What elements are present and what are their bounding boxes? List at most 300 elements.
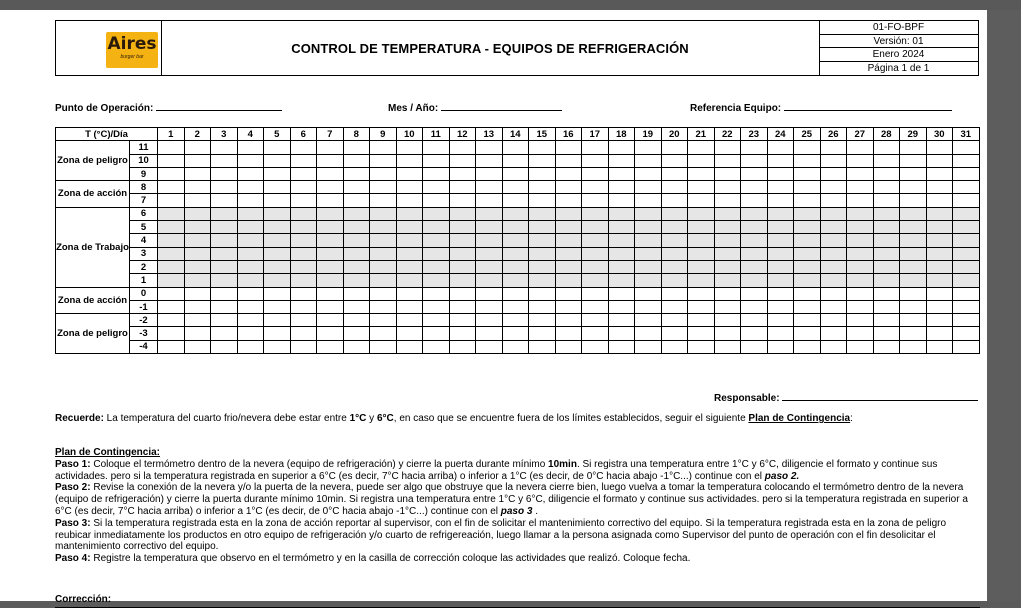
grid-cell[interactable] xyxy=(343,327,370,340)
grid-cell[interactable] xyxy=(237,300,264,313)
grid-cell[interactable] xyxy=(794,300,821,313)
grid-cell[interactable] xyxy=(343,340,370,353)
grid-cell[interactable] xyxy=(423,247,450,260)
grid-cell[interactable] xyxy=(767,181,794,194)
grid-cell[interactable] xyxy=(900,327,927,340)
grid-cell[interactable] xyxy=(582,141,609,154)
grid-cell[interactable] xyxy=(396,221,423,234)
grid-cell[interactable] xyxy=(184,141,211,154)
grid-cell[interactable] xyxy=(529,141,556,154)
grid-cell[interactable] xyxy=(158,181,185,194)
grid-cell[interactable] xyxy=(449,314,476,327)
grid-cell[interactable] xyxy=(688,221,715,234)
grid-cell[interactable] xyxy=(900,194,927,207)
grid-cell[interactable] xyxy=(820,300,847,313)
grid-cell[interactable] xyxy=(211,194,238,207)
grid-cell[interactable] xyxy=(211,287,238,300)
grid-cell[interactable] xyxy=(370,314,397,327)
grid-cell[interactable] xyxy=(926,300,953,313)
grid-cell[interactable] xyxy=(873,327,900,340)
grid-cell[interactable] xyxy=(688,327,715,340)
grid-cell[interactable] xyxy=(158,247,185,260)
grid-cell[interactable] xyxy=(449,260,476,273)
grid-cell[interactable] xyxy=(741,327,768,340)
grid-cell[interactable] xyxy=(211,274,238,287)
grid-cell[interactable] xyxy=(317,194,344,207)
grid-cell[interactable] xyxy=(820,314,847,327)
grid-cell[interactable] xyxy=(476,207,503,220)
grid-cell[interactable] xyxy=(396,194,423,207)
grid-cell[interactable] xyxy=(767,167,794,180)
grid-cell[interactable] xyxy=(158,141,185,154)
grid-cell[interactable] xyxy=(953,287,980,300)
grid-cell[interactable] xyxy=(608,260,635,273)
grid-cell[interactable] xyxy=(211,300,238,313)
grid-cell[interactable] xyxy=(741,260,768,273)
grid-cell[interactable] xyxy=(529,340,556,353)
grid-cell[interactable] xyxy=(317,327,344,340)
grid-cell[interactable] xyxy=(211,340,238,353)
grid-cell[interactable] xyxy=(211,260,238,273)
grid-cell[interactable] xyxy=(529,234,556,247)
grid-cell[interactable] xyxy=(449,167,476,180)
grid-cell[interactable] xyxy=(449,207,476,220)
grid-cell[interactable] xyxy=(714,167,741,180)
grid-cell[interactable] xyxy=(820,247,847,260)
grid-cell[interactable] xyxy=(396,247,423,260)
grid-cell[interactable] xyxy=(582,154,609,167)
grid-cell[interactable] xyxy=(900,247,927,260)
grid-cell[interactable] xyxy=(714,300,741,313)
grid-cell[interactable] xyxy=(317,340,344,353)
grid-cell[interactable] xyxy=(317,234,344,247)
grid-cell[interactable] xyxy=(476,194,503,207)
grid-cell[interactable] xyxy=(926,221,953,234)
grid-cell[interactable] xyxy=(555,300,582,313)
grid-cell[interactable] xyxy=(555,181,582,194)
grid-cell[interactable] xyxy=(449,194,476,207)
grid-cell[interactable] xyxy=(688,234,715,247)
grid-cell[interactable] xyxy=(158,340,185,353)
grid-cell[interactable] xyxy=(264,194,291,207)
grid-cell[interactable] xyxy=(608,340,635,353)
grid-cell[interactable] xyxy=(290,221,317,234)
grid-cell[interactable] xyxy=(158,194,185,207)
grid-cell[interactable] xyxy=(423,260,450,273)
grid-cell[interactable] xyxy=(873,340,900,353)
grid-cell[interactable] xyxy=(900,300,927,313)
grid-cell[interactable] xyxy=(820,274,847,287)
grid-cell[interactable] xyxy=(953,274,980,287)
grid-cell[interactable] xyxy=(661,274,688,287)
grid-cell[interactable] xyxy=(926,340,953,353)
grid-cell[interactable] xyxy=(370,274,397,287)
grid-cell[interactable] xyxy=(290,167,317,180)
grid-cell[interactable] xyxy=(688,181,715,194)
grid-cell[interactable] xyxy=(502,221,529,234)
grid-cell[interactable] xyxy=(873,287,900,300)
grid-cell[interactable] xyxy=(290,141,317,154)
grid-cell[interactable] xyxy=(635,167,662,180)
grid-cell[interactable] xyxy=(794,274,821,287)
grid-cell[interactable] xyxy=(900,314,927,327)
grid-cell[interactable] xyxy=(423,234,450,247)
grid-cell[interactable] xyxy=(873,141,900,154)
grid-cell[interactable] xyxy=(582,314,609,327)
grid-cell[interactable] xyxy=(661,221,688,234)
grid-cell[interactable] xyxy=(264,260,291,273)
grid-cell[interactable] xyxy=(423,154,450,167)
grid-cell[interactable] xyxy=(741,287,768,300)
grid-cell[interactable] xyxy=(847,221,874,234)
grid-cell[interactable] xyxy=(608,181,635,194)
grid-cell[interactable] xyxy=(529,194,556,207)
grid-cell[interactable] xyxy=(741,340,768,353)
grid-cell[interactable] xyxy=(423,207,450,220)
grid-cell[interactable] xyxy=(873,274,900,287)
grid-cell[interactable] xyxy=(688,287,715,300)
grid-cell[interactable] xyxy=(688,141,715,154)
grid-cell[interactable] xyxy=(343,247,370,260)
grid-cell[interactable] xyxy=(423,194,450,207)
grid-cell[interactable] xyxy=(661,287,688,300)
grid-cell[interactable] xyxy=(714,340,741,353)
grid-cell[interactable] xyxy=(555,234,582,247)
grid-cell[interactable] xyxy=(396,181,423,194)
grid-cell[interactable] xyxy=(184,287,211,300)
grid-cell[interactable] xyxy=(423,340,450,353)
grid-cell[interactable] xyxy=(608,300,635,313)
grid-cell[interactable] xyxy=(714,260,741,273)
grid-cell[interactable] xyxy=(820,141,847,154)
grid-cell[interactable] xyxy=(582,274,609,287)
grid-cell[interactable] xyxy=(237,181,264,194)
grid-cell[interactable] xyxy=(635,327,662,340)
grid-cell[interactable] xyxy=(794,207,821,220)
grid-cell[interactable] xyxy=(317,141,344,154)
grid-cell[interactable] xyxy=(714,154,741,167)
grid-cell[interactable] xyxy=(555,194,582,207)
grid-cell[interactable] xyxy=(688,274,715,287)
grid-cell[interactable] xyxy=(688,167,715,180)
viewer-scroll-area[interactable] xyxy=(987,10,1021,601)
grid-cell[interactable] xyxy=(847,234,874,247)
grid-cell[interactable] xyxy=(741,274,768,287)
grid-cell[interactable] xyxy=(529,260,556,273)
grid-cell[interactable] xyxy=(396,300,423,313)
grid-cell[interactable] xyxy=(635,194,662,207)
grid-cell[interactable] xyxy=(290,234,317,247)
grid-cell[interactable] xyxy=(794,194,821,207)
grid-cell[interactable] xyxy=(529,300,556,313)
grid-cell[interactable] xyxy=(847,274,874,287)
grid-cell[interactable] xyxy=(661,247,688,260)
grid-cell[interactable] xyxy=(396,141,423,154)
grid-cell[interactable] xyxy=(476,154,503,167)
grid-cell[interactable] xyxy=(396,274,423,287)
grid-cell[interactable] xyxy=(661,141,688,154)
grid-cell[interactable] xyxy=(290,154,317,167)
grid-cell[interactable] xyxy=(396,234,423,247)
grid-cell[interactable] xyxy=(926,274,953,287)
grid-cell[interactable] xyxy=(396,287,423,300)
grid-cell[interactable] xyxy=(847,207,874,220)
grid-cell[interactable] xyxy=(343,234,370,247)
grid-cell[interactable] xyxy=(264,300,291,313)
grid-cell[interactable] xyxy=(741,181,768,194)
grid-cell[interactable] xyxy=(317,154,344,167)
grid-cell[interactable] xyxy=(847,141,874,154)
grid-cell[interactable] xyxy=(688,154,715,167)
grid-cell[interactable] xyxy=(158,167,185,180)
grid-cell[interactable] xyxy=(449,154,476,167)
grid-cell[interactable] xyxy=(396,167,423,180)
grid-cell[interactable] xyxy=(794,314,821,327)
grid-cell[interactable] xyxy=(264,327,291,340)
grid-cell[interactable] xyxy=(211,141,238,154)
grid-cell[interactable] xyxy=(767,194,794,207)
grid-cell[interactable] xyxy=(555,340,582,353)
grid-cell[interactable] xyxy=(714,141,741,154)
grid-cell[interactable] xyxy=(900,340,927,353)
grid-cell[interactable] xyxy=(476,340,503,353)
grid-cell[interactable] xyxy=(794,247,821,260)
grid-cell[interactable] xyxy=(582,194,609,207)
grid-cell[interactable] xyxy=(343,207,370,220)
grid-cell[interactable] xyxy=(370,207,397,220)
grid-cell[interactable] xyxy=(290,314,317,327)
grid-cell[interactable] xyxy=(847,167,874,180)
grid-cell[interactable] xyxy=(608,234,635,247)
grid-cell[interactable] xyxy=(370,327,397,340)
grid-cell[interactable] xyxy=(582,234,609,247)
grid-cell[interactable] xyxy=(396,340,423,353)
grid-cell[interactable] xyxy=(714,327,741,340)
grid-cell[interactable] xyxy=(926,260,953,273)
grid-cell[interactable] xyxy=(847,260,874,273)
grid-cell[interactable] xyxy=(767,221,794,234)
grid-cell[interactable] xyxy=(290,194,317,207)
grid-cell[interactable] xyxy=(767,154,794,167)
grid-cell[interactable] xyxy=(661,194,688,207)
grid-cell[interactable] xyxy=(767,274,794,287)
grid-cell[interactable] xyxy=(926,167,953,180)
grid-cell[interactable] xyxy=(847,154,874,167)
grid-cell[interactable] xyxy=(926,247,953,260)
grid-cell[interactable] xyxy=(741,221,768,234)
grid-cell[interactable] xyxy=(926,207,953,220)
grid-cell[interactable] xyxy=(476,141,503,154)
grid-cell[interactable] xyxy=(184,274,211,287)
grid-cell[interactable] xyxy=(767,300,794,313)
grid-cell[interactable] xyxy=(953,314,980,327)
grid-cell[interactable] xyxy=(608,314,635,327)
grid-cell[interactable] xyxy=(396,260,423,273)
grid-cell[interactable] xyxy=(714,181,741,194)
grid-cell[interactable] xyxy=(582,181,609,194)
grid-cell[interactable] xyxy=(555,141,582,154)
grid-cell[interactable] xyxy=(529,314,556,327)
punto-input-line[interactable] xyxy=(156,101,282,111)
grid-cell[interactable] xyxy=(290,181,317,194)
grid-cell[interactable] xyxy=(900,260,927,273)
grid-cell[interactable] xyxy=(741,300,768,313)
grid-cell[interactable] xyxy=(608,167,635,180)
grid-cell[interactable] xyxy=(953,221,980,234)
grid-cell[interactable] xyxy=(502,141,529,154)
grid-cell[interactable] xyxy=(820,207,847,220)
grid-cell[interactable] xyxy=(502,234,529,247)
grid-cell[interactable] xyxy=(502,194,529,207)
grid-cell[interactable] xyxy=(555,221,582,234)
grid-cell[interactable] xyxy=(449,247,476,260)
grid-cell[interactable] xyxy=(714,287,741,300)
grid-cell[interactable] xyxy=(794,181,821,194)
grid-cell[interactable] xyxy=(184,300,211,313)
responsable-input-line[interactable] xyxy=(782,391,978,401)
grid-cell[interactable] xyxy=(794,260,821,273)
grid-cell[interactable] xyxy=(608,274,635,287)
grid-cell[interactable] xyxy=(476,274,503,287)
grid-cell[interactable] xyxy=(582,167,609,180)
grid-cell[interactable] xyxy=(767,327,794,340)
grid-cell[interactable] xyxy=(423,274,450,287)
grid-cell[interactable] xyxy=(635,141,662,154)
grid-cell[interactable] xyxy=(290,260,317,273)
grid-cell[interactable] xyxy=(873,300,900,313)
grid-cell[interactable] xyxy=(635,234,662,247)
grid-cell[interactable] xyxy=(847,181,874,194)
grid-cell[interactable] xyxy=(502,287,529,300)
grid-cell[interactable] xyxy=(847,314,874,327)
grid-cell[interactable] xyxy=(237,247,264,260)
grid-cell[interactable] xyxy=(184,314,211,327)
grid-cell[interactable] xyxy=(741,194,768,207)
grid-cell[interactable] xyxy=(608,247,635,260)
grid-cell[interactable] xyxy=(873,234,900,247)
grid-cell[interactable] xyxy=(794,327,821,340)
grid-cell[interactable] xyxy=(476,260,503,273)
grid-cell[interactable] xyxy=(502,154,529,167)
grid-cell[interactable] xyxy=(873,314,900,327)
grid-cell[interactable] xyxy=(767,260,794,273)
grid-cell[interactable] xyxy=(370,167,397,180)
grid-cell[interactable] xyxy=(794,287,821,300)
grid-cell[interactable] xyxy=(820,340,847,353)
grid-cell[interactable] xyxy=(423,167,450,180)
grid-cell[interactable] xyxy=(184,234,211,247)
grid-cell[interactable] xyxy=(343,167,370,180)
grid-cell[interactable] xyxy=(502,207,529,220)
grid-cell[interactable] xyxy=(608,141,635,154)
grid-cell[interactable] xyxy=(953,141,980,154)
grid-cell[interactable] xyxy=(820,260,847,273)
grid-cell[interactable] xyxy=(555,154,582,167)
grid-cell[interactable] xyxy=(582,221,609,234)
grid-cell[interactable] xyxy=(635,274,662,287)
grid-cell[interactable] xyxy=(502,274,529,287)
grid-cell[interactable] xyxy=(237,154,264,167)
grid-cell[interactable] xyxy=(370,221,397,234)
grid-cell[interactable] xyxy=(158,287,185,300)
grid-cell[interactable] xyxy=(635,314,662,327)
grid-cell[interactable] xyxy=(237,234,264,247)
grid-cell[interactable] xyxy=(714,314,741,327)
grid-cell[interactable] xyxy=(661,181,688,194)
grid-cell[interactable] xyxy=(343,314,370,327)
grid-cell[interactable] xyxy=(953,154,980,167)
grid-cell[interactable] xyxy=(502,300,529,313)
grid-cell[interactable] xyxy=(555,260,582,273)
grid-cell[interactable] xyxy=(794,221,821,234)
grid-cell[interactable] xyxy=(502,260,529,273)
grid-cell[interactable] xyxy=(582,207,609,220)
grid-cell[interactable] xyxy=(343,141,370,154)
grid-cell[interactable] xyxy=(211,207,238,220)
grid-cell[interactable] xyxy=(502,167,529,180)
grid-cell[interactable] xyxy=(820,154,847,167)
grid-cell[interactable] xyxy=(264,234,291,247)
grid-cell[interactable] xyxy=(688,207,715,220)
grid-cell[interactable] xyxy=(158,274,185,287)
grid-cell[interactable] xyxy=(184,260,211,273)
grid-cell[interactable] xyxy=(953,181,980,194)
grid-cell[interactable] xyxy=(900,234,927,247)
grid-cell[interactable] xyxy=(582,287,609,300)
grid-cell[interactable] xyxy=(264,247,291,260)
grid-cell[interactable] xyxy=(317,167,344,180)
grid-cell[interactable] xyxy=(449,340,476,353)
grid-cell[interactable] xyxy=(873,181,900,194)
grid-cell[interactable] xyxy=(873,167,900,180)
grid-cell[interactable] xyxy=(264,274,291,287)
grid-cell[interactable] xyxy=(529,167,556,180)
grid-cell[interactable] xyxy=(184,154,211,167)
grid-cell[interactable] xyxy=(635,154,662,167)
grid-cell[interactable] xyxy=(608,154,635,167)
grid-cell[interactable] xyxy=(476,300,503,313)
grid-cell[interactable] xyxy=(158,327,185,340)
grid-cell[interactable] xyxy=(555,247,582,260)
grid-cell[interactable] xyxy=(820,234,847,247)
grid-cell[interactable] xyxy=(264,221,291,234)
grid-cell[interactable] xyxy=(290,247,317,260)
grid-cell[interactable] xyxy=(900,181,927,194)
grid-cell[interactable] xyxy=(741,167,768,180)
grid-cell[interactable] xyxy=(184,194,211,207)
grid-cell[interactable] xyxy=(820,287,847,300)
grid-cell[interactable] xyxy=(237,141,264,154)
grid-cell[interactable] xyxy=(661,207,688,220)
grid-cell[interactable] xyxy=(264,181,291,194)
grid-cell[interactable] xyxy=(926,314,953,327)
grid-cell[interactable] xyxy=(873,154,900,167)
grid-cell[interactable] xyxy=(953,300,980,313)
grid-cell[interactable] xyxy=(449,141,476,154)
grid-cell[interactable] xyxy=(926,181,953,194)
grid-cell[interactable] xyxy=(953,207,980,220)
grid-cell[interactable] xyxy=(449,181,476,194)
grid-cell[interactable] xyxy=(900,207,927,220)
grid-cell[interactable] xyxy=(900,274,927,287)
grid-cell[interactable] xyxy=(317,181,344,194)
grid-cell[interactable] xyxy=(953,194,980,207)
grid-cell[interactable] xyxy=(211,221,238,234)
grid-cell[interactable] xyxy=(847,247,874,260)
grid-cell[interactable] xyxy=(953,260,980,273)
grid-cell[interactable] xyxy=(767,340,794,353)
grid-cell[interactable] xyxy=(396,314,423,327)
